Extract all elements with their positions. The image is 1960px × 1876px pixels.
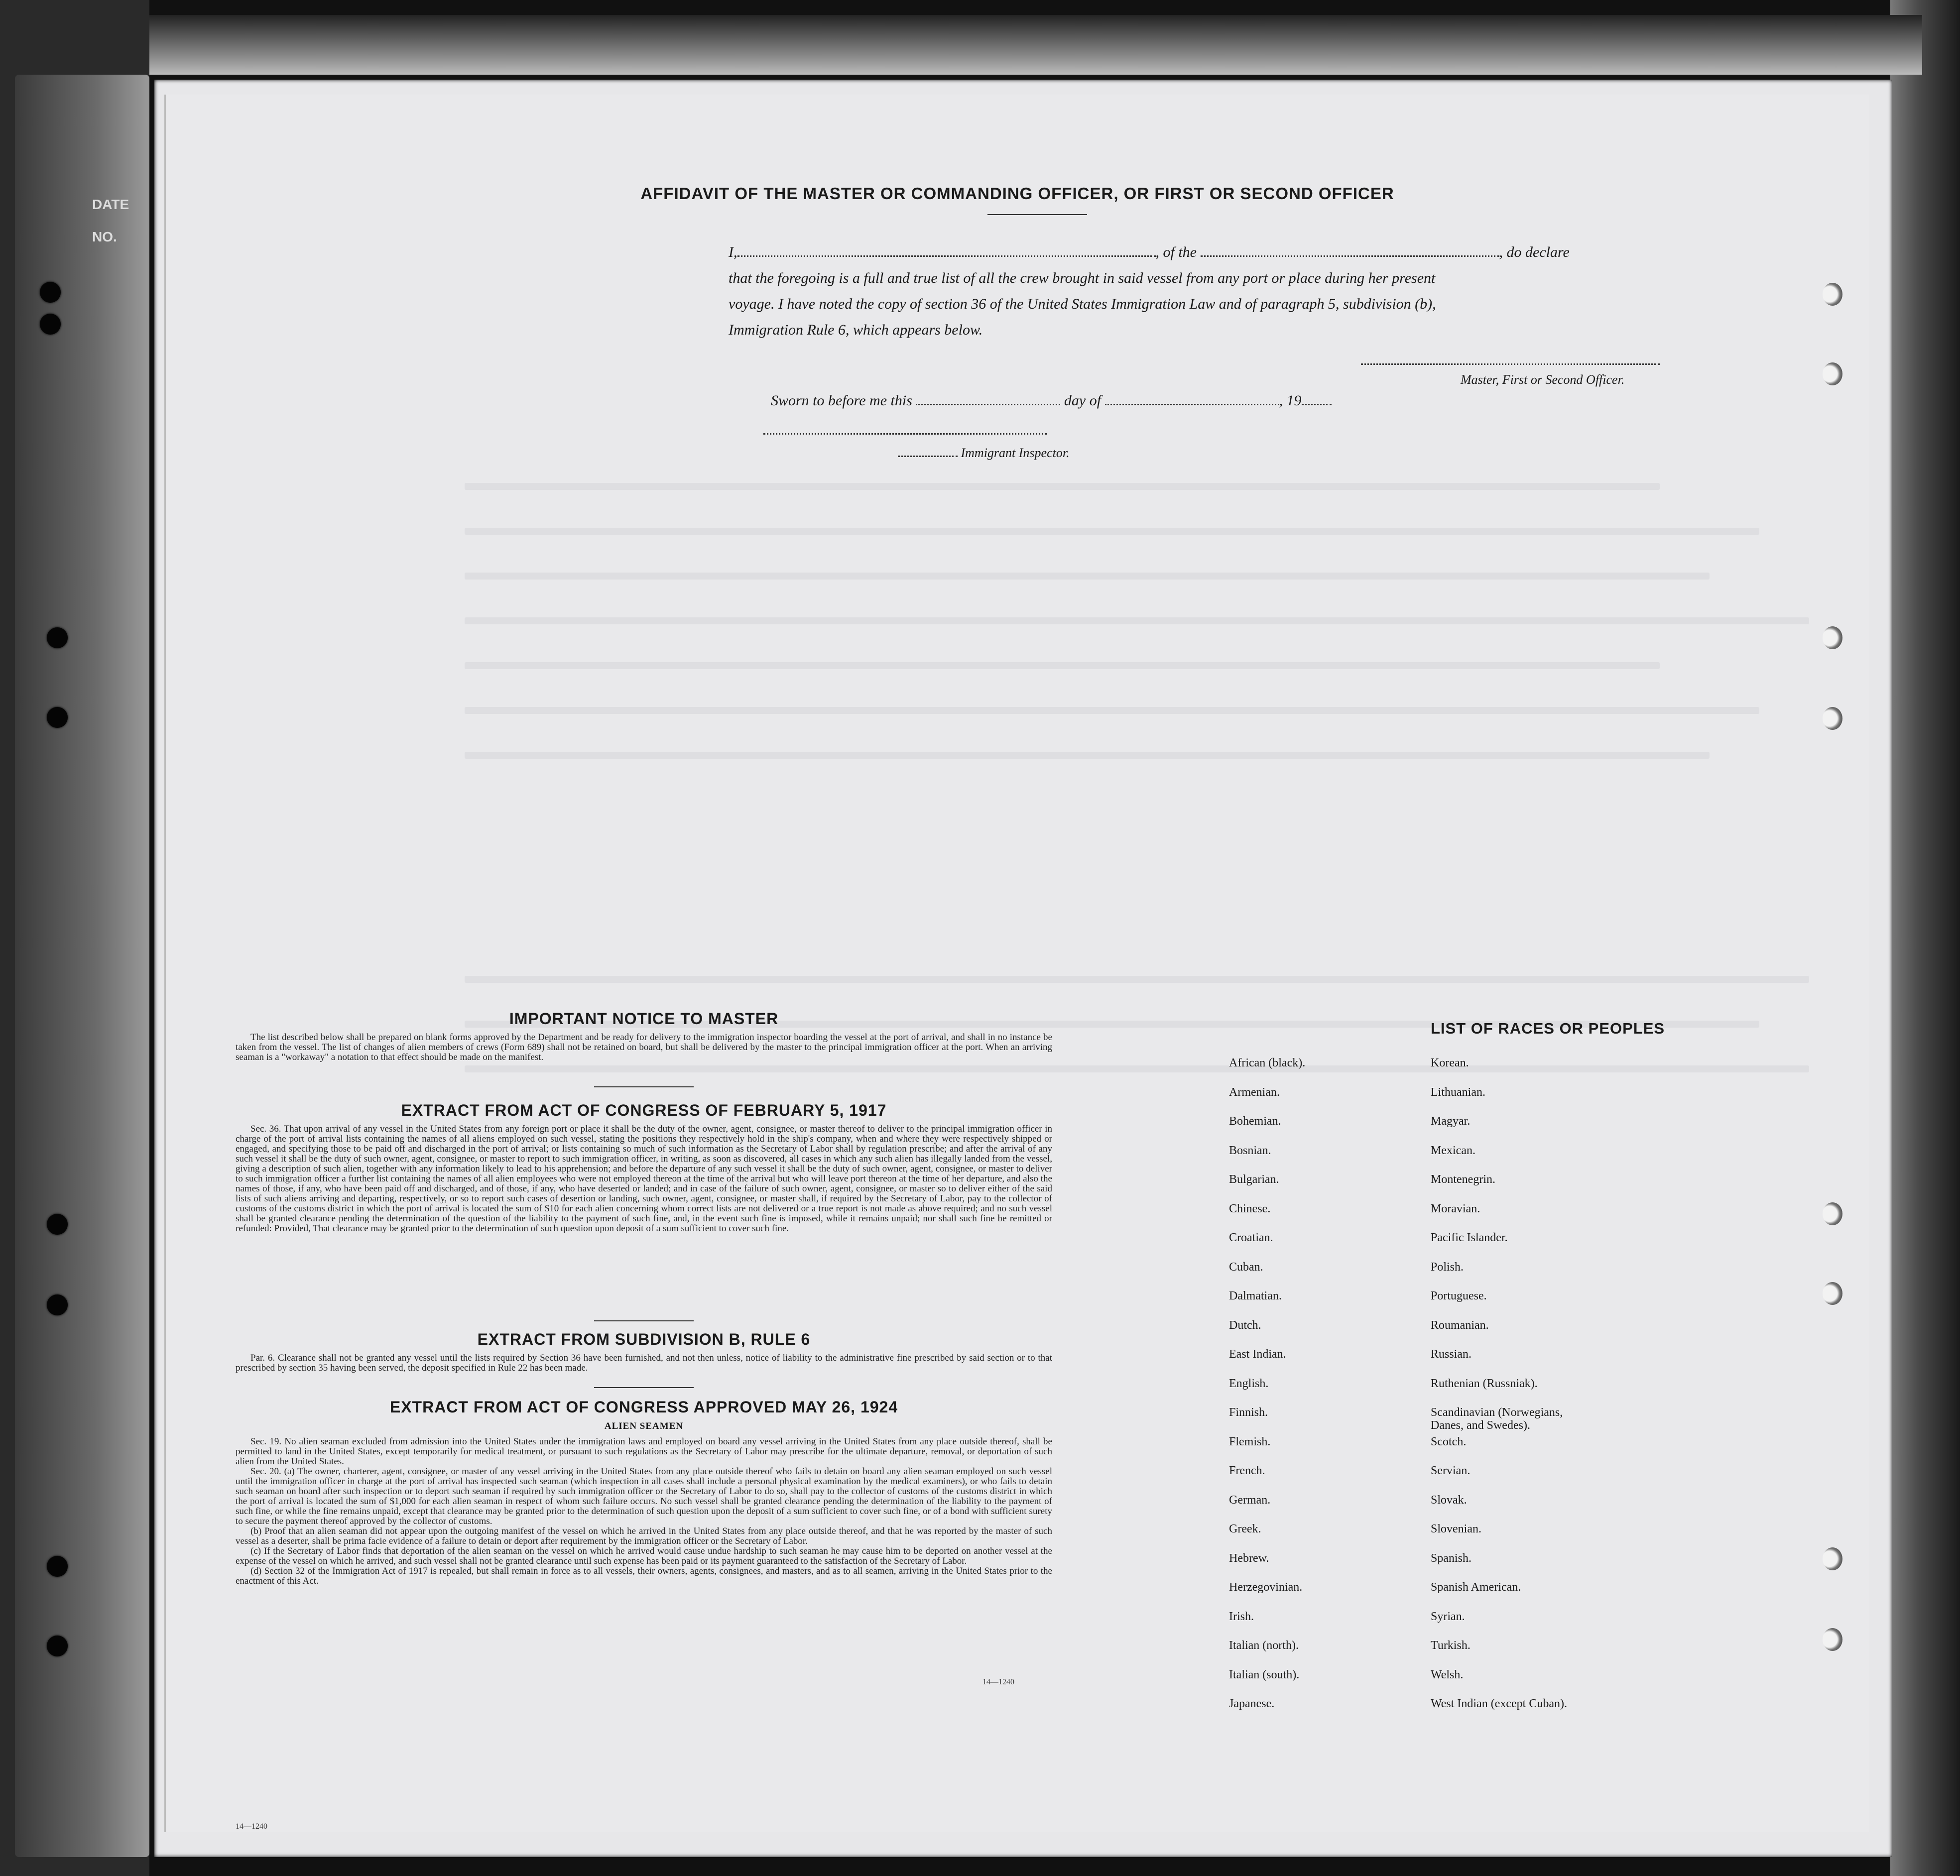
race-item: Scotch. xyxy=(1431,1435,1467,1448)
extract-rule6-title: EXTRACT FROM SUBDIVISION B, RULE 6 xyxy=(477,1330,811,1348)
race-item: Syrian. xyxy=(1431,1610,1465,1623)
extract-1924-title: EXTRACT FROM ACT OF CONGRESS APPROVED MAY 26, 1924 xyxy=(389,1398,898,1416)
master-signature-line xyxy=(1361,363,1660,365)
name-blank xyxy=(737,255,1156,257)
race-item: French. xyxy=(1229,1464,1265,1477)
affidavit-do-declare: , do declare xyxy=(1499,244,1570,260)
race-item: Ruthenian (Russniak). xyxy=(1431,1377,1538,1390)
affidavit-of-the: , of the xyxy=(1155,244,1197,260)
sworn-day-of: day of xyxy=(1064,392,1102,409)
race-item: Bohemian. xyxy=(1229,1115,1281,1128)
page-stack-top xyxy=(149,15,1922,75)
bleed-through-mark xyxy=(465,662,1660,669)
section-divider xyxy=(594,1387,694,1388)
bleed-through-mark xyxy=(465,483,1660,490)
race-item: Scandinavian (Norwegians, Danes, and Swedes). xyxy=(1431,1406,1563,1432)
binder-edge xyxy=(15,75,149,1857)
extract-rule6-body xyxy=(236,1353,1052,1373)
affidavit-line-2: that the foregoing is a full and true list of all the crew brought in said vessel from any port or place during her present xyxy=(729,270,1436,286)
race-item: West Indian (except Cuban). xyxy=(1431,1697,1567,1710)
sworn-month-blank xyxy=(1105,404,1279,405)
race-item: Irish. xyxy=(1229,1610,1254,1623)
race-item: Spanish American. xyxy=(1431,1581,1521,1594)
sworn-line xyxy=(771,392,1332,409)
binder-hole xyxy=(47,1294,68,1315)
race-item: Flemish. xyxy=(1229,1435,1271,1448)
bottom-form-stamp: 14—1240 xyxy=(236,1822,267,1831)
affidavit-line-4: Immigration Rule 6, which appears below. xyxy=(729,322,983,338)
race-item: African (black). xyxy=(1229,1056,1306,1069)
extract-1924-body xyxy=(236,1437,1052,1586)
inspector-signature-line xyxy=(763,433,1047,435)
page-hole xyxy=(1823,362,1842,385)
race-item: Korean. xyxy=(1431,1056,1469,1069)
race-item: Roumanian. xyxy=(1431,1318,1489,1332)
inspector-caption-row xyxy=(898,446,1070,461)
race-item: Portuguese. xyxy=(1431,1290,1487,1302)
race-item: Slovak. xyxy=(1431,1493,1467,1507)
race-item: Hebrew. xyxy=(1229,1551,1269,1565)
race-item: Polish. xyxy=(1431,1260,1464,1274)
race-item: Slovenian. xyxy=(1431,1523,1481,1535)
race-item: Bulgarian. xyxy=(1229,1173,1279,1186)
race-item: Chinese. xyxy=(1229,1202,1271,1215)
bleed-through-mark xyxy=(465,528,1759,535)
extract-1917-paragraph: Sec. 36. That upon arrival of any vessel in the United States from any foreign port or place it shall be the duty of the owner, agent, consignee, or master thereof to deliver to the principal immigration officer in charge of the port of arrival lists containing the names of all aliens employed on such vessel, stating the positions they respectively hold in the ship's company, when and where they were respectively shipped or engaged, and specifying those to be paid off and discharged in the port of arrival; or lists containing so much of such information as the Secretary of Labor shall by regulation prescribe; and after the arrival of any such vessel it shall be the duty of such owner, agent, consignee, or master to report to such immigration officer, in writing, as soon as discovered, all cases in which any such alien has illegally landed from the vessel, giving a description of such alien, together with any information likely to lead to his apprehension; and before the departure of any such vessel it shall be the duty of such owner, agent, consignee, or master to deliver to such immigration officer a further list containing the names of all alien employees who were not employed thereon at the time of the arrival but who will leave port thereon at the time of her departure, and also the names of those, if any, who have been paid off and discharged, and of those, if any, who have deserted or landed; and in case of the failure of such owner, agent, consignee, or master so to deliver either of the said lists of such aliens arriving and departing, respectively, or so to report such cases of desertion or landing, such owner, agent, consignee, or master shall, if required by the Secretary of Labor, pay to the collector of customs of the customs district in which the port of arrival is located the sum of $10 for each alien concerning whom correct lists are not delivered or a true report is not made as above required; and no such vessel shall be granted clearance pending the determination of the question of the liability to the payment of such fine, and, in the event such fine is imposed, while it remains unpaid; nor shall such fine be remitted or refunded: Provided, That clearance may be granted prior to the determination of such question upon deposit of a sum sufficient to cover such fine. xyxy=(236,1124,1052,1234)
page-hole xyxy=(1823,1282,1842,1305)
races-title: LIST OF RACES OR PEOPLES xyxy=(1431,1020,1665,1037)
sec-20b-paragraph: (b) Proof that an alien seaman did not appear upon the outgoing manifest of the vessel on which he arrived in the United States from any place outside thereof, and that he was reported by the master of such vessel as a deserter, shall be prima facie evidence of a failure to detain or deport after requirement by the immigration officer or the Secretary of Labor. xyxy=(236,1526,1052,1546)
race-item: Finnish. xyxy=(1229,1406,1268,1419)
sworn-year: , 19 xyxy=(1279,392,1302,409)
affidavit-i: I, xyxy=(729,244,737,260)
extract-1917-body xyxy=(236,1124,1052,1234)
bleed-through-mark xyxy=(465,707,1759,714)
notice-body xyxy=(236,1033,1052,1062)
vessel-blank xyxy=(1201,255,1499,257)
race-item: East Indian. xyxy=(1229,1348,1286,1361)
binder-hole xyxy=(47,627,68,648)
affidavit-title: AFFIDAVIT OF THE MASTER OR COMMANDING OFFICER, OR FIRST OR SECOND OFFICER xyxy=(640,184,1394,203)
race-item: Japanese. xyxy=(1229,1697,1275,1710)
sworn-day-blank xyxy=(916,404,1060,405)
master-signature-caption: Master, First or Second Officer. xyxy=(1461,372,1625,387)
extract-rule6-paragraph: Par. 6. Clearance shall not be granted any vessel until the lists required by Section 36 have been furnished, and not then unless, notice of liability to the administrative fine prescribed by said section or to that prescribed by section 35 having been served, the deposit specified in Rule 22 has been made. xyxy=(236,1353,1052,1373)
race-item: Dutch. xyxy=(1229,1318,1261,1332)
sec-20c-paragraph: (c) If the Secretary of Labor finds that deportation of the alien seaman on the vessel on which he arrived would cause undue hardship to such seaman he may cause him to be deported on another vessel at the expense of the vessel on which he arrived, and such vessel shall not be granted clearance until such expense has been paid or its payment guaranteed to the satisfaction of the Secretary of Labor. xyxy=(236,1546,1052,1566)
binder-hole xyxy=(47,1214,68,1235)
page-hole xyxy=(1823,626,1842,649)
notice-title: IMPORTANT NOTICE TO MASTER xyxy=(509,1010,779,1028)
race-item: Greek. xyxy=(1229,1523,1261,1535)
page-hole xyxy=(1823,1202,1842,1225)
race-item: Dalmatian. xyxy=(1229,1290,1282,1302)
title-divider xyxy=(987,214,1087,215)
binder-hole xyxy=(47,707,68,728)
inspector-caption: Immigrant Inspector. xyxy=(961,446,1070,460)
affidavit-line-1 xyxy=(729,244,1570,261)
race-item: Welsh. xyxy=(1431,1668,1464,1681)
sec-20d-paragraph: (d) Section 32 of the Immigration Act of 1917 is repealed, but shall remain in force as to all vessels, their owners, agents, consignees, and masters, and as to all seamen, arriving in the United States prior to the enactment of this Act. xyxy=(236,1566,1052,1586)
page-hole xyxy=(1823,707,1842,730)
binder-hole xyxy=(47,1556,68,1577)
race-item: Armenian. xyxy=(1229,1085,1280,1099)
binder-hole xyxy=(40,314,61,335)
sec-19-paragraph: Sec. 19. No alien seaman excluded from admission into the United States under the immigration laws and employed on board any vessel arriving in the United States from any place outside thereof, shall be permitted to land in the United States, except temporarily for medical treatment, or pursuant to such regulations as the Secretary of Labor may prescribe for the ultimate departure, removal, or deportation of such alien from the United States. xyxy=(236,1436,1052,1467)
race-item: Moravian. xyxy=(1431,1202,1480,1215)
race-item: Mexican. xyxy=(1431,1144,1475,1157)
sworn-year-blank xyxy=(1302,404,1332,405)
race-item: German. xyxy=(1229,1493,1271,1507)
sworn-prefix: Sworn to before me this xyxy=(771,392,912,409)
document-page xyxy=(154,80,1892,1857)
sec-20a-paragraph: Sec. 20. (a) The owner, charterer, agent, consignee, or master of any vessel arriving in the United States from any place outside thereof who fails to detain on board any alien seaman employed on such vessel until the immigration officer in charge at the port of arrival has inspected such seaman (which inspection in all cases shall include a personal physical examination by the medical examiners), or who fails to detain such seaman on board after such inspection or to deport such seaman if required by such immigration officer or the Secretary of Labor to do so, shall pay to the collector of customs of the customs district in which the port of arrival is located the sum of $1,000 for each alien seaman in respect of whom such failure occurs. No such vessel shall be granted clearance pending the determination of the liability to the payment of such fine, or while the fine remains unpaid, except that clearance may be granted prior to the determination of such question upon the deposit of a sum sufficient to cover such fine, or of a bond with sufficient surety to secure the payment thereof approved by the collector of customs. xyxy=(236,1466,1052,1526)
race-item: Croatian. xyxy=(1229,1231,1273,1244)
race-item: Spanish. xyxy=(1431,1551,1472,1565)
race-item: Magyar. xyxy=(1431,1115,1470,1128)
bleed-through-mark xyxy=(465,1065,1809,1072)
race-item: Bosnian. xyxy=(1229,1144,1271,1157)
page-hole xyxy=(1823,1628,1842,1651)
section-divider xyxy=(594,1320,694,1321)
binder-hole xyxy=(47,1636,68,1656)
race-item: Pacific Islander. xyxy=(1431,1231,1508,1244)
form-number: 14—1240 xyxy=(982,1678,1014,1686)
race-item: Italian (south). xyxy=(1229,1668,1300,1681)
page-hole xyxy=(1823,283,1842,306)
extract-1924-subtitle: ALIEN SEAMEN xyxy=(604,1421,684,1431)
bleed-through-mark xyxy=(465,976,1809,983)
binder-hole xyxy=(40,282,61,303)
page-stack-edge xyxy=(1890,0,1960,1876)
inspector-blank xyxy=(898,456,958,457)
race-item: Cuban. xyxy=(1229,1260,1263,1274)
race-item: Turkish. xyxy=(1431,1639,1470,1652)
notice-paragraph: The list described below shall be prepared on blank forms approved by the Department and be ready for delivery to the immigration inspector boarding the vessel at the port of arrival, and shall in no instance be taken from the vessel. The list of changes of alien members of crews (Form 689) shall not be retained on board, but shall be delivered by the master to the principal immigration officer at the port. When an arriving seaman is a "workaway" a notation to that effect should be made on the manifest. xyxy=(236,1032,1052,1062)
bleed-through-mark xyxy=(465,617,1809,624)
race-item: Herzegovinian. xyxy=(1229,1581,1303,1594)
race-item: English. xyxy=(1229,1377,1269,1390)
bleed-through-mark xyxy=(465,752,1710,759)
page-hole xyxy=(1823,1547,1842,1570)
document-sheet xyxy=(164,95,1869,1832)
section-divider xyxy=(594,1086,694,1087)
extract-1917-title: EXTRACT FROM ACT OF CONGRESS OF FEBRUARY 5, 1917 xyxy=(401,1101,887,1119)
affidavit-line-3: voyage. I have noted the copy of section 36 of the United States Immigration Law and of paragraph 5, subdivision (b), xyxy=(729,296,1436,312)
binder-tab-label-2: NO. xyxy=(92,229,117,244)
race-item: Montenegrin. xyxy=(1431,1173,1495,1186)
binder-tab-label-1: DATE xyxy=(92,197,129,212)
race-item: Servian. xyxy=(1431,1464,1470,1477)
race-item: Italian (north). xyxy=(1229,1639,1299,1652)
race-item: Russian. xyxy=(1431,1348,1472,1361)
race-item: Lithuanian. xyxy=(1431,1085,1485,1099)
bleed-through-mark xyxy=(465,573,1710,580)
